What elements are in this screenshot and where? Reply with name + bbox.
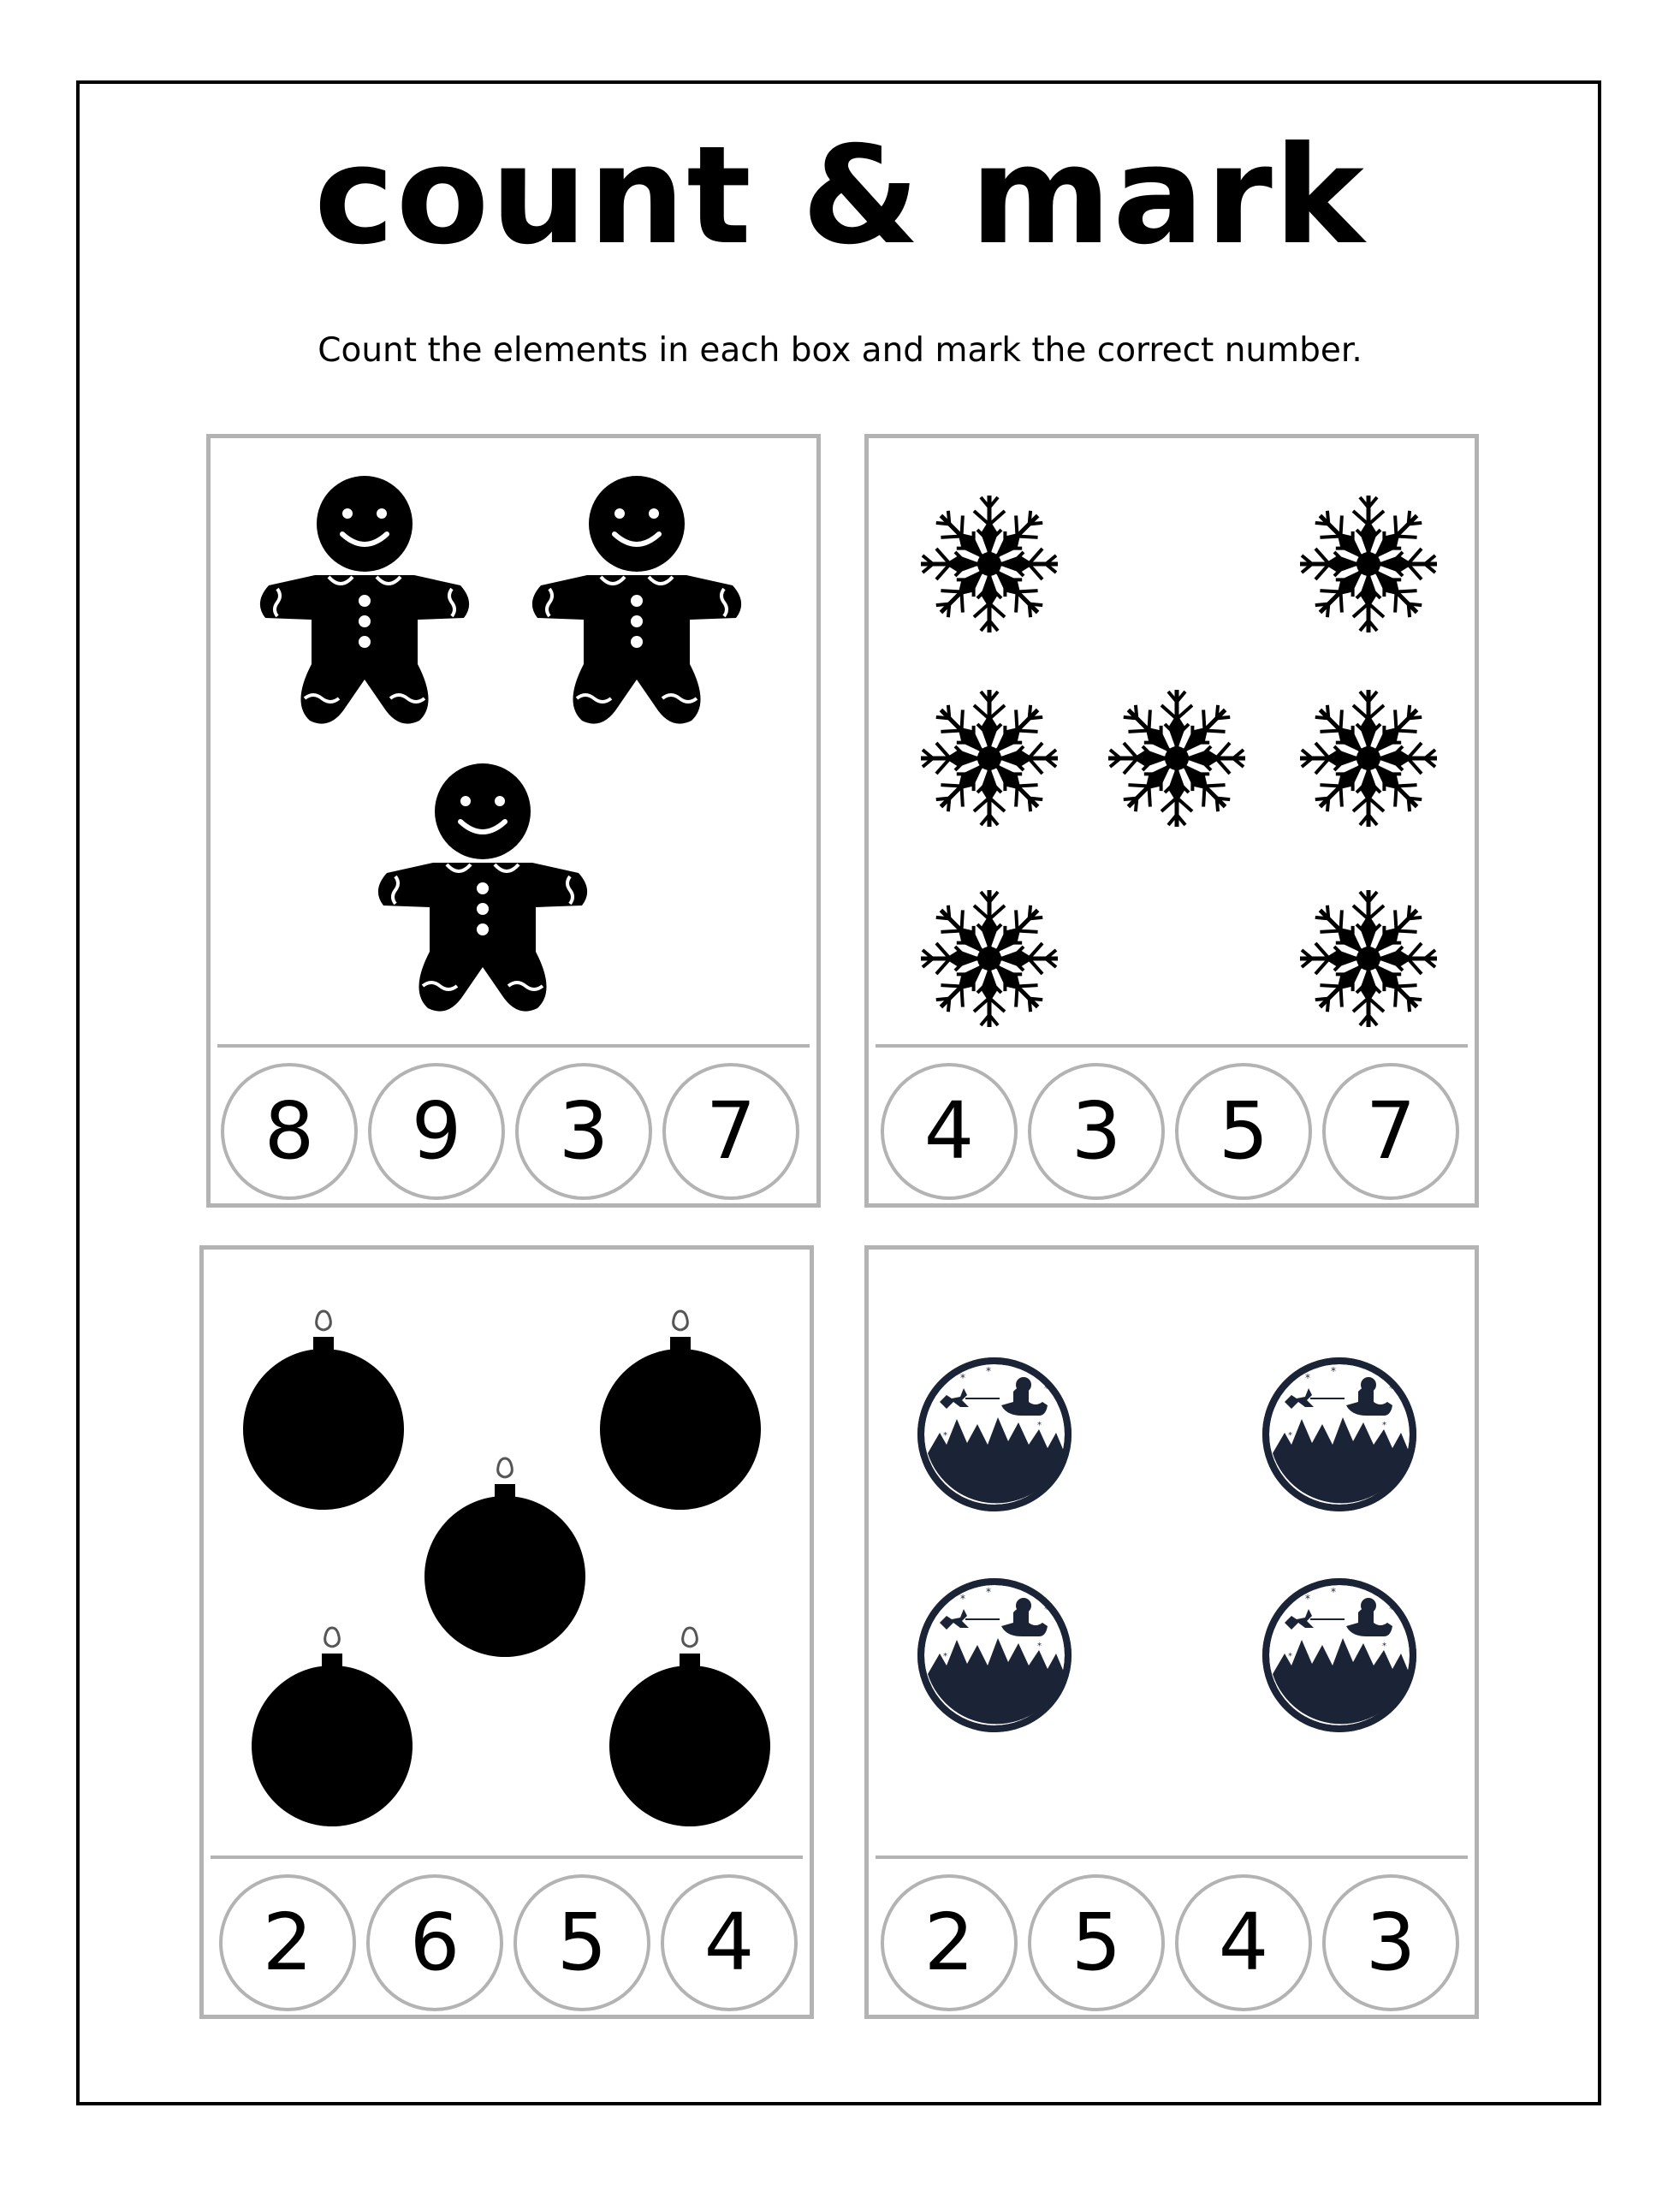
answer-option[interactable]: 9 [368,1063,505,1200]
christmas-ornament-icon [609,1628,770,1826]
snowflake-icon [1300,690,1437,827]
snowflake-icon [921,496,1058,632]
answer-option[interactable]: 3 [1322,1874,1459,2011]
answer-option[interactable]: 2 [881,1874,1018,2011]
snowflake-icon [921,890,1058,1027]
gingerbread-man-icon [532,476,741,724]
santa-sleigh-ornament-icon [921,1361,1068,1508]
panel-divider [876,1044,1468,1048]
answer-option[interactable]: 5 [513,1874,650,2011]
count-panel-ornaments [199,1245,814,2019]
christmas-ornament-icon [600,1311,761,1510]
answer-option[interactable]: 4 [881,1063,1018,1200]
answer-option[interactable]: 4 [661,1874,798,2011]
answer-option[interactable]: 5 [1028,1874,1165,2011]
count-panel-santa-ornaments [864,1245,1479,2019]
santa-sleigh-ornament-icon [1266,1582,1413,1729]
panel-divider [211,1856,803,1859]
panel-divider [217,1044,810,1048]
answer-option[interactable]: 3 [515,1063,652,1200]
snowflake-group [869,438,1475,1037]
snowflake-icon [1108,690,1245,827]
snowflake-icon [921,690,1058,827]
christmas-ornament-icon [243,1311,404,1510]
gingerbread-man-icon [260,476,469,724]
answer-option[interactable]: 2 [219,1874,356,2011]
gingerbread-group [211,438,816,1037]
answer-option[interactable]: 3 [1028,1063,1165,1200]
ornament-group [204,1250,810,1849]
answer-option[interactable]: 7 [662,1063,799,1200]
santa-sleigh-ornament-icon [1266,1361,1413,1508]
instructions-text: Count the elements in each box and mark the correct number. [318,331,1362,370]
santa-sleigh-ornament-icon [921,1582,1068,1729]
answer-option[interactable]: 5 [1175,1063,1312,1200]
christmas-ornament-icon [252,1628,413,1826]
santa-ornament-group [869,1250,1475,1849]
panel-divider [876,1856,1468,1859]
answer-option[interactable]: 7 [1322,1063,1459,1200]
gingerbread-man-icon [378,763,587,1012]
answer-option[interactable]: 6 [366,1874,503,2011]
snowflake-icon [1300,496,1437,632]
page-title: count & mark [314,117,1366,275]
christmas-ornament-icon [424,1458,585,1657]
count-panel-gingerbread [206,434,821,1208]
answer-option[interactable]: 4 [1175,1874,1312,2011]
count-panel-snowflakes [864,434,1479,1208]
snowflake-icon [1300,890,1437,1027]
answer-option[interactable]: 8 [221,1063,358,1200]
